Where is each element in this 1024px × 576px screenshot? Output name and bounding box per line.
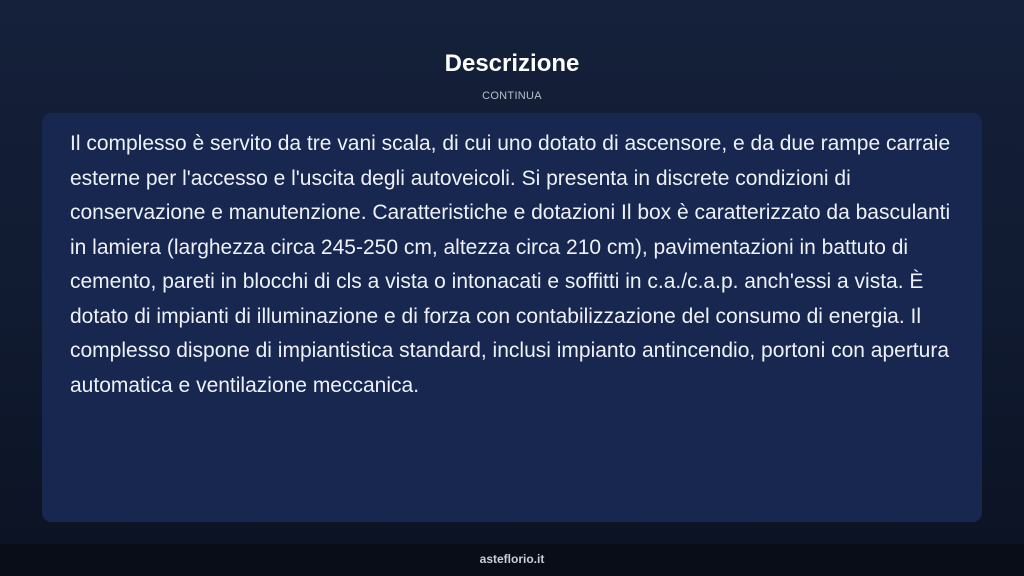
page-title: Descrizione (444, 50, 580, 77)
description-card (42, 113, 982, 522)
description-text: Il complesso è servito da tre vani scala, di cui uno dotato di ascensore, e da due rampe carraie esterne per l'accesso e l'uscita degli autoveicoli. Si presenta in discrete condizioni di conservazione e manutenzione. Caratteristiche e dotazioni Il box è caratterizzato da basculanti in lamiera (larghezza circa 245-250 cm, altezza circa 210 cm), pavimentazioni in battuto di cemento, pareti in blocchi di cls a vista o intonacati e soffitti in c.a./c.a.p. anch'essi a vista. È dotato di impianti di illuminazione e di forza con contabilizzazione del consumo di energia. Il complesso dispone di impiantistica standard, inclusi impianto antincendio, portoni con apertura automatica e ventilazione meccanica. (70, 132, 951, 397)
footer-site-link[interactable]: asteflorio.it (479, 552, 545, 566)
page-subtitle: CONTINUA (482, 90, 542, 102)
footer-bar (0, 544, 1024, 576)
